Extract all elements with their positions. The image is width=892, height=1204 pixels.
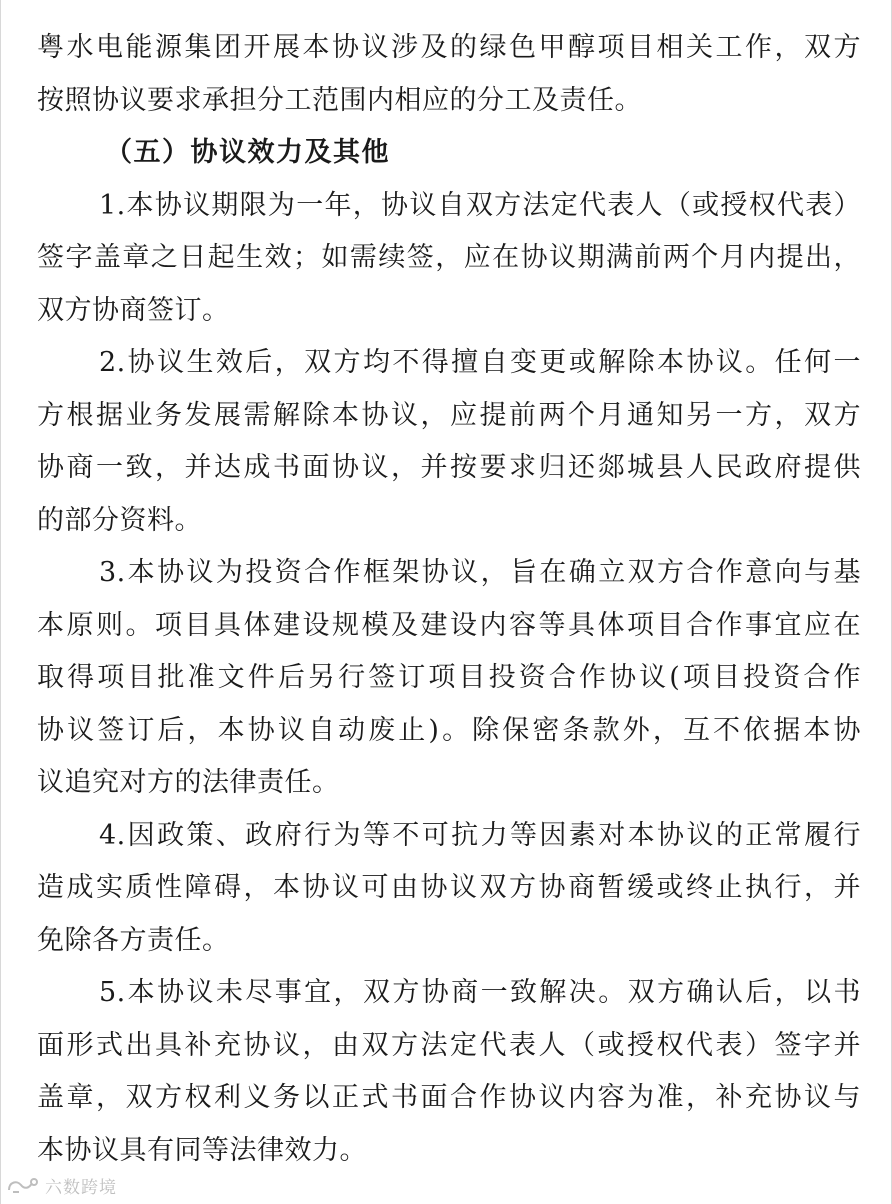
clause-5-line: 本协议具有同等法律效力。 [37, 1134, 367, 1166]
body-line: 粤水电能源集团开展本协议涉及的绿色甲醇项目相关工作，双方 [37, 32, 861, 63]
clause-5-line: 5.本协议未尽事宜，双方协商一致解决。双方确认后，以书 [99, 977, 861, 1008]
clause-1-line: 1.本协议期限为一年，协议自双方法定代表人（或授权代表） [99, 189, 861, 221]
clause-3-line: 取得项目批准文件后另行签订项目投资合作协议(项目投资合作 [37, 662, 861, 693]
watermark-text: 六数跨境 [45, 1178, 117, 1198]
clause-3-line: 协议签订后，本协议自动废止)。除保密条款外，互不依据本协 [37, 714, 861, 746]
clause-5-line: 盖章，双方权利义务以正式书面合作协议内容为准，补充协议与 [37, 1082, 861, 1113]
clause-3-line: 本原则。项目具体建设规模及建设内容等具体项目合作事宜应在 [37, 609, 861, 641]
clause-3-line: 3.本协议为投资合作框架协议，旨在确立双方合作意向与基 [99, 557, 861, 588]
watermark [7, 1173, 117, 1198]
body-line: 按照协议要求承担分工范围内相应的分工及责任。 [37, 84, 642, 116]
clause-2-line: 方根据业务发展需解除本协议，应提前两个月通知另一方，双方 [37, 399, 861, 431]
clause-1-line: 双方协商签订。 [37, 294, 230, 326]
section-heading: （五）协议效力及其他 [105, 137, 390, 168]
clause-1-line: 签字盖章之日起生效；如需续签，应在协议期满前两个月内提出， [37, 242, 861, 273]
clause-4-line: 免除各方责任。 [37, 924, 230, 956]
clause-3-line: 议追究对方的法律责任。 [37, 767, 340, 798]
clause-2-line: 的部分资料。 [37, 504, 202, 536]
clause-2-line: 2.协议生效后，双方均不得擅自变更或解除本协议。任何一 [99, 347, 861, 378]
clause-5-line: 面形式出具补充协议，由双方法定代表人（或授权代表）签字并 [37, 1029, 861, 1061]
watermark-logo-icon [7, 1177, 39, 1195]
clause-2-line: 协商一致，并达成书面协议，并按要求归还郯城县人民政府提供 [37, 452, 861, 483]
clause-4-line: 4.因政策、政府行为等不可抗力等因素对本协议的正常履行 [99, 819, 861, 851]
document-body [37, 22, 861, 1177]
clause-4-line: 造成实质性障碍，本协议可由协议双方协商暂缓或终止执行，并 [37, 872, 861, 903]
